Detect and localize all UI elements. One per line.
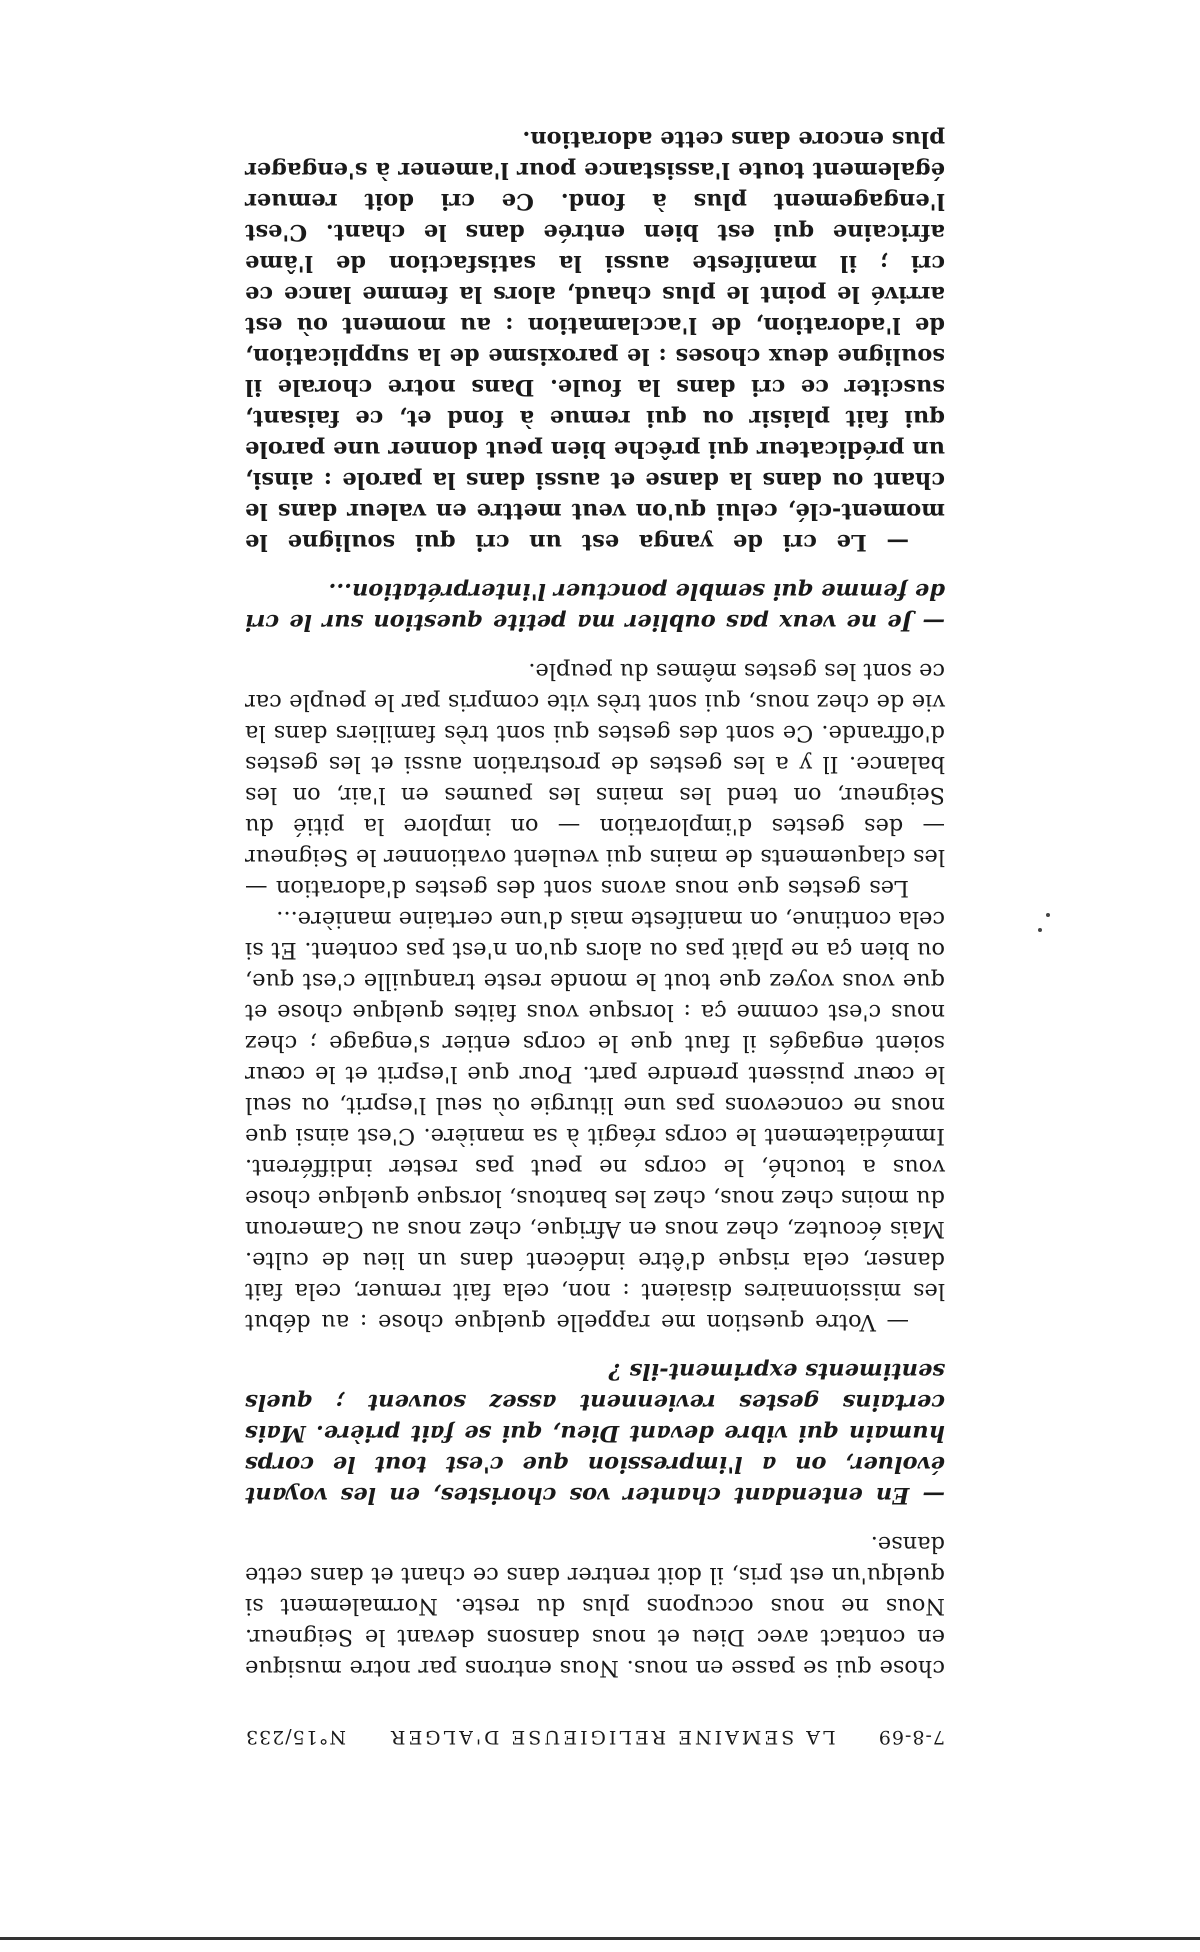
scan-speck: [1038, 928, 1042, 932]
answer-paragraph-cry: — Le cri de yanga est un cri qui souligne le moment-clé, celui qu'on veut mettre en valeur dans le chant ou dans la danse et aussi dans la parole : ainsi, un prédicateur qui prêche bien peut donner une parole qui fait plaisir ou qui remue à fond et, ce faisant, susciter ce cri dans la foule. Dans notre chorale il souligne deux choses : le paroxisme de la supplication, de l'adoration, de l'acclamation : au moment où est arrivé le point le plus chaud, alors la femme lance ce cri ; il manifeste aussi la satisfaction de l'âme africaine qui est bien entrée dans le chant. C'est l'engagement plus à fond. Ce cri doit remuer également toute l'assistance pour l'amener à s'engager plus encore dans cette adoration.: [245, 126, 945, 555]
running-header: [245, 1721, 945, 1752]
text-column: [245, 123, 945, 1752]
header-issue: N°15/233: [245, 1726, 346, 1748]
header-date: 7-8-69: [877, 1726, 945, 1748]
scan-speck: [1046, 913, 1050, 917]
header-title: LA SEMAINE RELIGIEUSE D'ALGER: [388, 1726, 836, 1748]
interview-question-gestures: — En entendant chanter vos choristes, en les voyant évoluer, on a l'impression que c'est tout le corps humain qui vibre devant Dieu, qui se fait prière. Mais certains gestes reviennent assez souvent ; quels sentiments expriment-ils ?: [245, 1358, 945, 1508]
paragraph-continuation: chose qui se passe en nous. Nous entrons par notre musique en contact avec Dieu et nous dansons devant le Seigneur. Nous ne nous occupons plus du reste. Normalement si quelqu'un est pris, il doit rentrer dans ce chant et dans cette danse.: [245, 1531, 945, 1681]
interview-question-cry: — Je ne veux pas oublier ma petite question sur le cri de femme qui semble ponctuer l'interprétation...: [245, 578, 945, 635]
answer-paragraph-gestures: Les gestes que nous avons sont des gestes d'adoration — les claquements de mains qui veulent ovationner le Seigneur — des gestes d'imploration — on implore la pitié du Seigneur, on tend les mains les paumes en l'air, on les balance. Il y a les gestes de prostration aussi et les gestes d'offrande. Ce sont des gestes qui sont très familiers dans la vie de chez nous, qui sont très vite compris par le peuple car ce sont les gestes mêmes du peuple.: [245, 658, 945, 901]
answer-paragraph-body: — Votre question me rappelle quelque chose : au début les missionnaires disaient : non, cela fait remuer, cela fait danser, cela risque d'être indécent dans un lieu de culte. Mais écoutez, chez nous en Afrique, chez nous au Cameroun du moins chez nous, chez les bantous, lorsque quelque chose vous a touché, le corps ne peut pas rester indifférent. Immédiatement le corps réagit à sa manière. C'est ainsi que nous ne concevons pas une liturgie où seul l'esprit, ou seul le cœur puissent prendre part. Pour que l'esprit et le cœur soient engagés il faut que le corps entier s'engage ; chez nous c'est comme ça : lorsque vous faites quelque chose et que vous voyez que tout le monde reste tranquille c'est que, ou bien ça ne plait pas ou alors qu'on n'est pas content. Et si cela continue, on manifeste mais d'une certaine manière...: [245, 906, 945, 1335]
top-rule: [0, 1937, 1200, 1940]
